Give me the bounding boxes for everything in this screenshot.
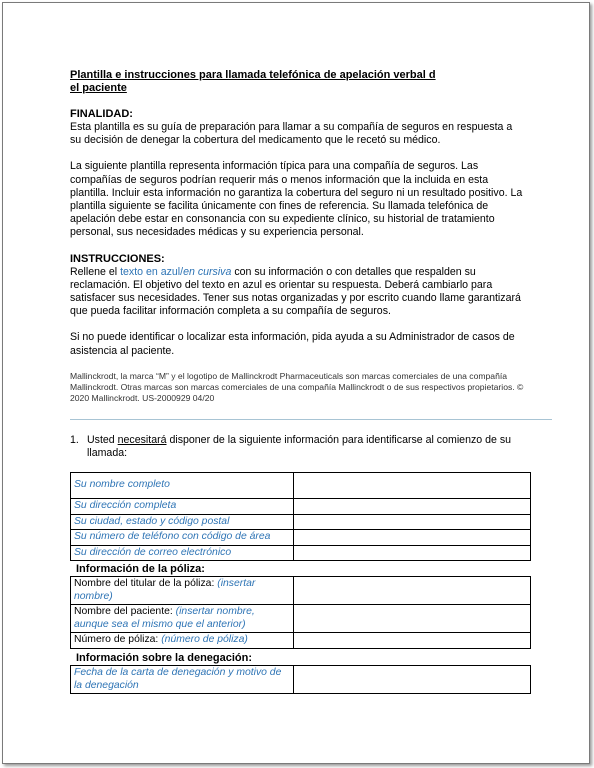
field-label [71, 605, 294, 633]
document-title [70, 69, 525, 95]
question-number: 1. [70, 434, 79, 446]
table-row [71, 499, 531, 515]
table-row [71, 577, 531, 605]
instrucciones-text [70, 266, 525, 319]
title-line-1: Plantilla e instrucciones para llamada telefónica de apelación verbal d [70, 69, 436, 81]
field-label [71, 577, 294, 605]
q1-pre: Usted [87, 434, 118, 446]
q1-post: disponer de la siguiente información para identificarse al comienzo de su llamada: [87, 434, 512, 460]
instr-post: con su información o con detalles que respalden su reclamación. El objetivo del texto en azul es orientar su respuesta. Deberá cambiarlo para satisfacer sus necesidades. Tener sus notas organizadas y por escrito cuando llame garantizará que pueda facilitar información completa a su compañía de seguros. [70, 265, 521, 318]
table-row [71, 605, 531, 633]
hint-text: (insertar nombre, aunque sea el mismo que el anterior) [74, 606, 255, 630]
field-label: Su nombre completo [71, 473, 294, 499]
hint-text: (insertar nombre) [74, 578, 256, 602]
document-body [70, 69, 525, 404]
denial-heading: Información sobre la denegación: [76, 652, 253, 664]
field-label: Fecha de la carta de denegación y motivo de la denegación [71, 666, 294, 694]
instrucciones-heading: INSTRUCCIONES: [70, 252, 165, 265]
input-cell-full-name[interactable] [294, 473, 531, 499]
table-row [71, 514, 531, 530]
label-text: Nombre del paciente: [74, 606, 176, 617]
section-divider [70, 419, 552, 420]
input-cell-patient-name[interactable] [294, 605, 531, 633]
intro-paragraph: La siguiente plantilla representa información típica para una compañía de seguros. Las compañías de seguros podrían requerir más o menos información que la incluida en esta plantilla. Incluir esta información no garantiza la cobertura del seguro ni un resultado positivo. La plantilla siguiente se facilita únicamente con fines de referencia. Su llamada telefónica de apelación debe estar en consonancia con su expediente clínico, su historial de tratamiento personal, sus necesidades médicas y su experiencia personal. [70, 160, 523, 239]
field-label: Su dirección completa [71, 499, 294, 515]
instr-pre: Rellene el [70, 265, 121, 278]
instr-blue-text: texto en azul [120, 265, 181, 278]
field-label [71, 633, 294, 649]
instr-slash: / [180, 265, 184, 278]
table-row [71, 545, 531, 561]
label-text: Nombre del titular de la póliza: [74, 578, 218, 589]
finalidad-heading: FINALIDAD: [70, 108, 133, 120]
denial-table [70, 665, 531, 694]
input-cell-address[interactable] [294, 499, 531, 515]
table-row [71, 666, 531, 694]
policy-table [70, 576, 531, 649]
title-line-2: el paciente [70, 82, 127, 94]
table-row [71, 530, 531, 546]
question-1 [70, 434, 550, 461]
input-cell-denial-date-reason[interactable] [294, 666, 531, 694]
field-label: Su ciudad, estado y código postal [71, 514, 294, 530]
q1-underlined: necesitará [117, 434, 167, 446]
label-text: Número de póliza: [74, 634, 162, 645]
instr-italic-text: en cursiva [183, 265, 232, 278]
table-row [71, 473, 531, 499]
input-cell-city-state-zip[interactable] [294, 514, 531, 530]
input-cell-phone[interactable] [294, 530, 531, 546]
input-cell-email[interactable] [294, 545, 531, 561]
input-cell-policy-number[interactable] [294, 633, 531, 649]
question-text [87, 434, 550, 461]
finalidad-text: Esta plantilla es su guía de preparación para llamar a su compañía de seguros en respuesta a su decisión de denegar la cobertura del medicamento que le recetó su médico. [70, 121, 513, 147]
policy-heading: Información de la póliza: [76, 563, 205, 575]
field-label: Su número de teléfono con código de área [71, 530, 294, 546]
hint-text: (número de póliza) [161, 634, 248, 645]
table-row [71, 633, 531, 649]
disclaimer: Mallinckrodt, la marca “M” y el logotipo de Mallinckrodt Pharmaceuticals son marcas comerciales de una compañía Mallinckrodt. Otras marcas son marcas comerciales de una compañía Mallinckrodt o de sus respectivos propietarios. © 2020 Mallinckrodt. US-2000929 04/20 [70, 370, 524, 404]
input-cell-policyholder[interactable] [294, 577, 531, 605]
help-text: Si no puede identificar o localizar esta información, pida ayuda a su Administrador de casos de asistencia al paciente. [70, 331, 515, 357]
field-label: Su dirección de correo electrónico [71, 545, 294, 561]
identity-table [70, 472, 531, 561]
